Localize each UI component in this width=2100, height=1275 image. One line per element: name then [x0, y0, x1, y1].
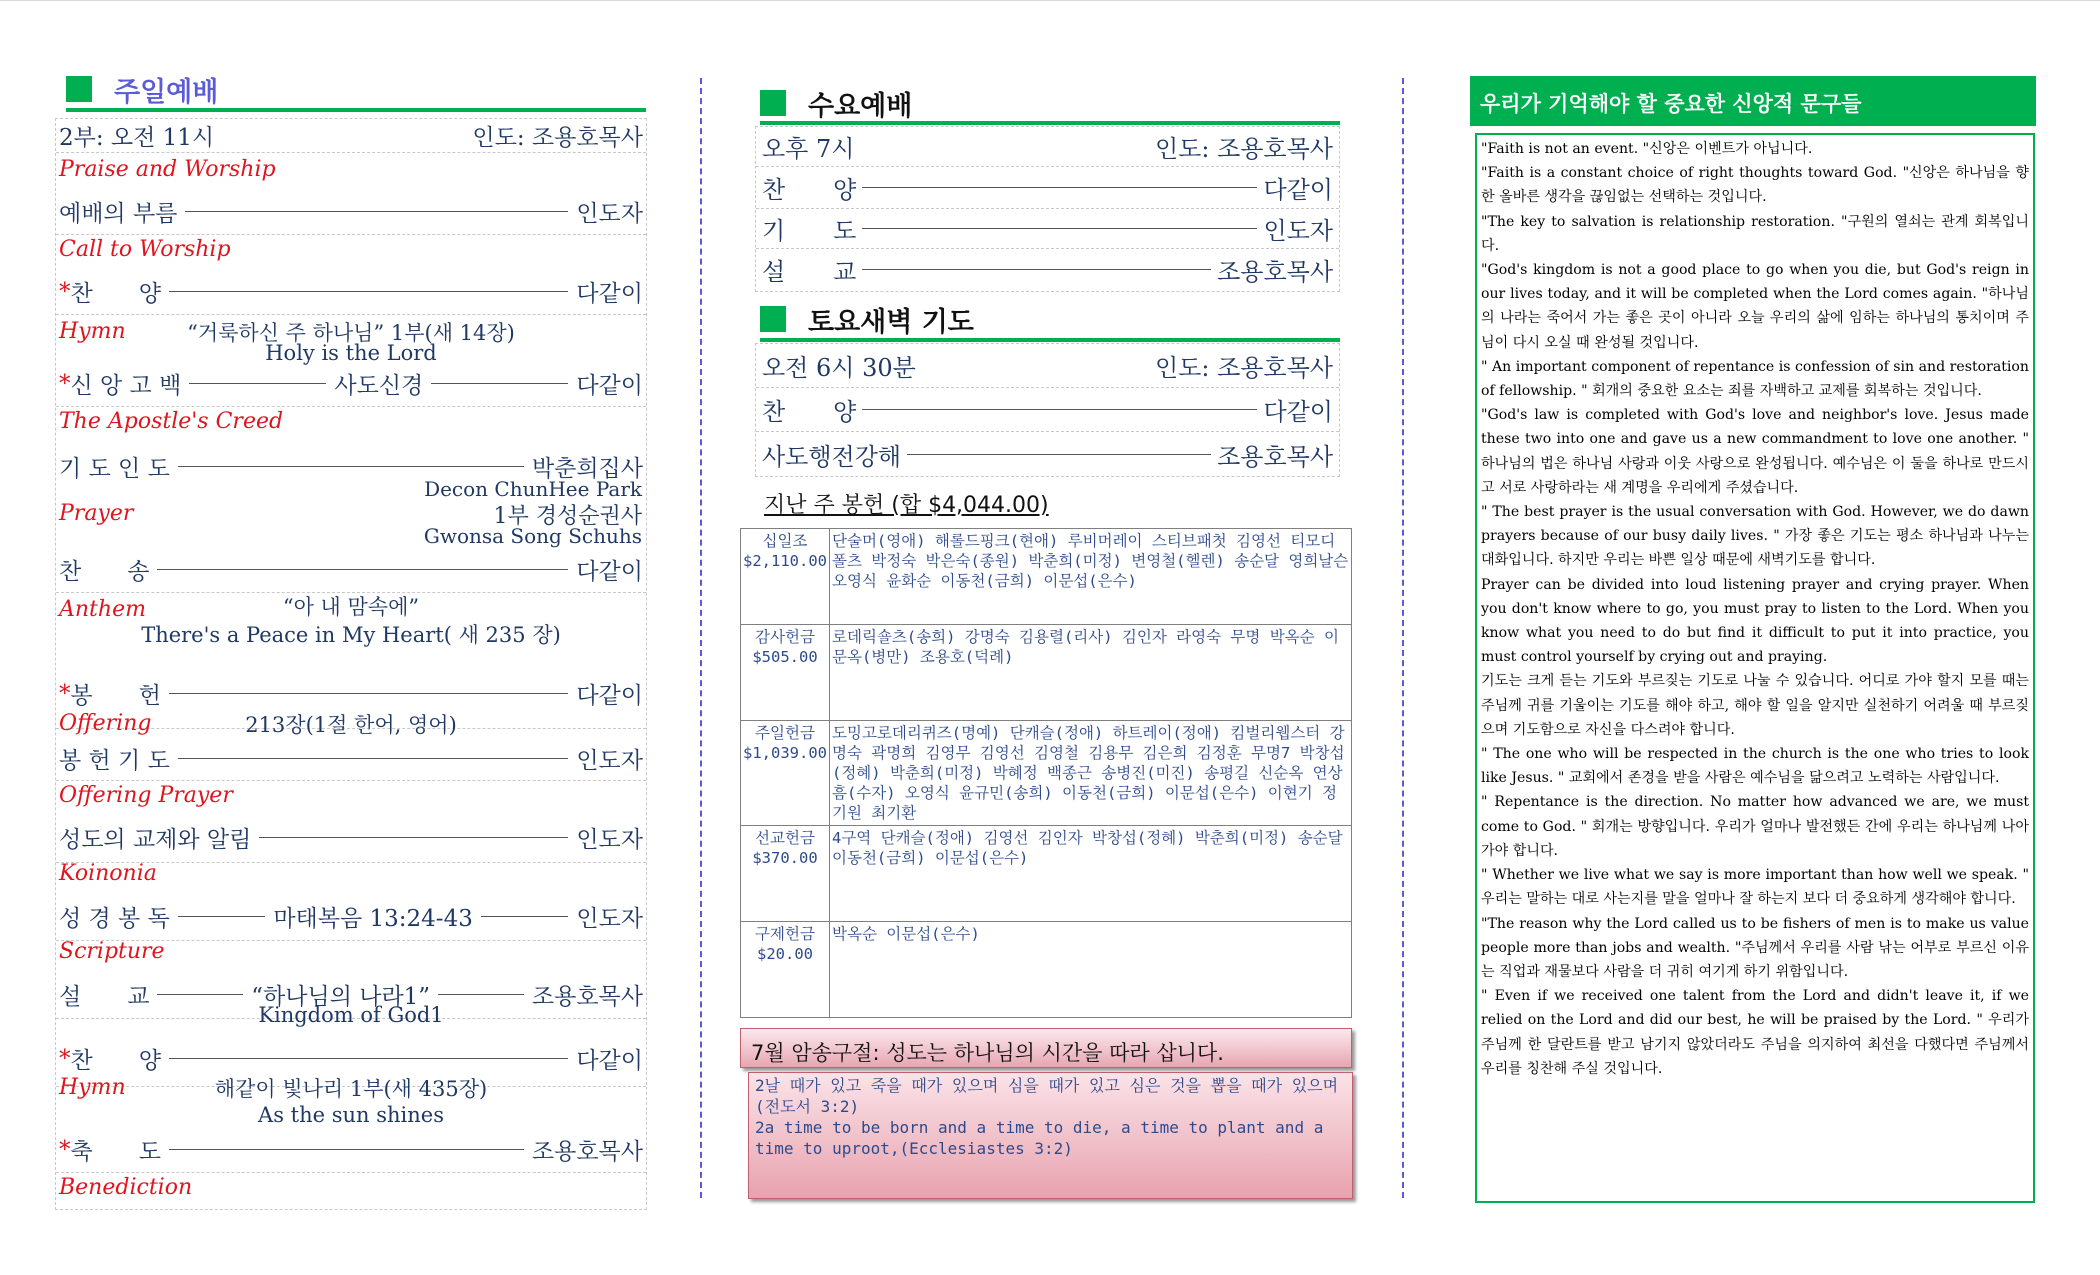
program-item-label: 성도의 교제와 알림 — [59, 827, 252, 853]
program-item-role: 다같이 — [576, 373, 643, 399]
saturday-time: 오전 6시 30분 — [762, 354, 916, 382]
leader-line — [157, 569, 568, 570]
star-mark: * — [59, 1136, 71, 1163]
program-item-english: Hymn — [59, 319, 126, 344]
quote-item: Prayer can be divided into loud listening prayer and crying prayer. When you don't know where to go, you must pray to listen to the Lord. When you know what you need to do but find it difficult to put it into practice, you must control yourself by crying out and praying. — [1481, 576, 2029, 666]
offering-title: 지난 주 봉헌 (합 $4,044.00) — [764, 493, 1049, 518]
offering-amount: $2,110.00 — [743, 552, 827, 570]
quote-item: "God's kingdom is not a good place to go when you die, but God's reign in our lives today, and it will be completed when the Lord comes again. "하나님의 나라는 죽어서 가는 좋은 곳이 아니라 오늘 우리의 삶에 임하는 하나님의 통치이며 주님이 다시 오실 때 완성될 것입니다. — [1481, 262, 2029, 351]
leader-line — [178, 916, 266, 917]
program-item-detail: “하나님의 나라1” — [251, 984, 431, 1010]
table-row — [741, 922, 1352, 1018]
program-row — [56, 737, 646, 781]
sunday-header — [66, 70, 646, 112]
program-item-role: 다같이 — [576, 683, 643, 709]
program-item-english: Call to Worship — [59, 237, 231, 262]
wednesday-title: 수요예배 — [808, 90, 913, 122]
program-item-label: 설 교 — [59, 984, 150, 1010]
program-row — [756, 432, 1339, 476]
prayer-leader-2: 1부 경성순권사 — [493, 504, 642, 529]
program-item-label: 기 도 — [762, 217, 857, 245]
program-row — [56, 1127, 646, 1173]
offering-names: 단술머(영애) 해롤드핑크(현애) 루비머레이 스티브패첫 김영선 티모디폴츠 박정숙 박은숙(종원) 박춘희(미정) 변영철(헬렌) 송순달 영희날슨 오영식 윤화순 이동천(금희) 이문섭(은수) — [830, 529, 1352, 625]
memory-verse-english: 2a time to be born and a time to die, a time to plant and a time to uproot,(Ecclesiastes 3:2) — [755, 1118, 1324, 1158]
green-square-icon — [760, 90, 786, 116]
program-row — [56, 547, 646, 593]
saturday-title: 토요새벽 기도 — [808, 306, 974, 338]
praise-label: Praise and Worship — [59, 157, 276, 182]
offering-names: 도밍고로데리퀴즈(명예) 단캐슬(정애) 하트레이(정애) 킴벌리웹스터 강명숙 곽명희 김영무 김영선 김영철 김용무 김은희 김정훈 무명7 박창섭(정혜) 박춘희(미정) 박혜정 백종근 송병진(미진) 송평길 신순옥 연상흠(수자) 오영식 윤규민(송희) 이동천(금희) 이문섭(은수) 이현기 정기원 최기환 — [830, 721, 1352, 826]
leader-line — [481, 916, 569, 917]
star-mark: * — [59, 1045, 71, 1072]
wednesday-program — [755, 126, 1340, 292]
program-item-role: 조용호목사 — [1217, 442, 1333, 471]
offering-type-label: 선교헌금 — [755, 829, 815, 847]
memory-verse-heading: 7월 암송구절: 성도는 하나님의 시간을 따라 삽니다. — [740, 1028, 1352, 1068]
sunday-time-row — [56, 119, 646, 153]
table-row — [741, 826, 1352, 922]
offering-amount: $505.00 — [752, 648, 818, 666]
program-item-role: 다같이 — [1263, 398, 1333, 426]
memory-verse-box — [748, 1072, 1353, 1199]
quote-item: 기도는 크게 듣는 기도와 부르짖는 기도로 나눌 수 있습니다. 어디로 가야 할지 모를 때는 주님께 귀를 기울이는 기도를 해야 하고, 해야 할 일을 알지만 실천하기 어려울 때 부르짖으며 기도함으로 자신을 다스려야 합니다. — [1481, 673, 2029, 738]
table-row — [741, 625, 1352, 721]
program-row — [56, 893, 646, 941]
leader-line — [862, 269, 1211, 270]
program-item-label: 찬 송 — [59, 559, 150, 585]
leader-line — [259, 837, 568, 838]
table-row — [741, 529, 1352, 625]
saturday-program — [755, 343, 1340, 477]
program-item-label: 찬 양 — [70, 1048, 161, 1074]
leader-line — [169, 693, 568, 694]
star-mark: * — [59, 370, 71, 397]
star-mark: * — [59, 278, 71, 305]
program-item-label: 설 교 — [762, 257, 857, 286]
program-row — [756, 249, 1339, 289]
saturday-leader: 인도: 조용호목사 — [1154, 354, 1333, 382]
prayer-leader-2-english: Gwonsa Song Schuhs — [423, 524, 642, 548]
program-item-english: The Apostle's Creed — [59, 409, 284, 434]
green-square-icon — [760, 306, 786, 332]
leader-line — [189, 383, 326, 384]
program-item-english: Scripture — [59, 939, 165, 964]
program-item-english: Offering Prayer — [59, 783, 233, 808]
program-item-label: 봉 헌 — [70, 683, 161, 709]
sunday-leader: 인도: 조용호목사 — [472, 125, 643, 151]
quote-item: " The one who will be respected in the church is the one who tries to look like Jesus. " 교회에서 존경을 받을 사람은 예수님을 닮으려고 노력하는 사람입니다. — [1481, 746, 2029, 787]
program-item-label: 축 도 — [70, 1139, 161, 1165]
leader-line — [438, 994, 524, 995]
closing-hymn: 해같이 빛나리 1부(새 435장) — [214, 1077, 488, 1101]
program-item-english: Koinonia — [59, 861, 157, 886]
leader-line — [157, 994, 243, 995]
program-item-detail: 사도신경 — [334, 373, 424, 399]
sunday-program — [55, 118, 647, 1210]
program-item-english: Prayer — [59, 501, 134, 526]
program-item-english: Anthem — [59, 597, 146, 622]
green-square-icon — [66, 76, 92, 102]
hymn-english: Holy is the Lord — [265, 341, 437, 365]
program-item-role: 다같이 — [576, 1048, 643, 1074]
leader-line — [178, 758, 569, 759]
program-row — [756, 388, 1339, 432]
program-item-role: 인도자 — [576, 827, 643, 853]
program-item-label: 찬 양 — [70, 281, 161, 307]
leader-line — [178, 466, 524, 467]
saturday-header — [760, 300, 1340, 342]
quote-item: " Repentance is the direction. No matter how advanced we are, we must come to God. " 회개는 방향입니다. 우리가 얼마나 발전했든 간에 우리는 하나님께 나아가야 합니다. — [1481, 794, 2029, 859]
leader-line — [907, 454, 1211, 455]
leader-line — [185, 211, 568, 212]
wednesday-time-row — [756, 127, 1339, 167]
column-divider-1 — [700, 78, 702, 1198]
offering-table — [740, 528, 1352, 1018]
offering-type-label: 십일조 — [762, 532, 808, 550]
quote-item: " Even if we received one talent from the Lord and didn't leave it, if we relied on the Lord and did our best, he will be praised by the Lord. " 우리가 주님께 한 달란트를 받고 남기지 않았더라도 주님을 의지하여 최선을 다했다면 주님께서 우리를 칭찬해 주실 것입니다. — [1481, 988, 2029, 1077]
program-item-role: 인도자 — [576, 906, 644, 932]
program-item-english: Hymn — [59, 1075, 126, 1100]
offering-type-label: 주일헌금 — [755, 724, 815, 742]
program-item-role: 인도자 — [576, 201, 643, 227]
program-item-role: 조용호목사 — [531, 984, 643, 1010]
quote-item: "God's law is completed with God's love and neighbor's love. Jesus made these two into one and gave us a new commandment to love one another. " 하나님의 법은 하나님 사랑과 이웃 사랑으로 완성됩니다. 예수님은 이 둘을 하나로 만드시고 서로 사랑하라는 새 계명을 우리에게 주셨습니다. — [1481, 407, 2029, 496]
program-item-label: 찬 양 — [762, 398, 857, 426]
wednesday-leader: 인도: 조용호목사 — [1154, 135, 1333, 163]
program-item-role: 조용호목사 — [1217, 257, 1333, 286]
leader-line — [169, 1149, 524, 1150]
program-item-english: Offering — [59, 711, 152, 736]
wednesday-time: 오후 7시 — [762, 135, 855, 163]
program-row — [56, 361, 646, 407]
anthem-title: “아 내 맘속에” — [282, 595, 420, 619]
program-row — [56, 813, 646, 863]
quote-item: "Faith is not an event. "신앙은 이벤트가 아닙니다. — [1481, 141, 1813, 157]
program-item-label: 예배의 부름 — [59, 201, 178, 227]
offering-type — [741, 721, 830, 826]
program-item-role: 다같이 — [576, 559, 643, 585]
program-item-role: 인도자 — [576, 748, 643, 774]
table-row — [741, 721, 1352, 826]
program-item-english: Benediction — [59, 1175, 193, 1200]
quote-item: " The best prayer is the usual conversation with God. However, we do dawn prayers because of our busy daily lives. " 가장 좋은 기도는 평소 하나님과 나누는 대화입니다. 하지만 우리는 바쁜 일상 때문에 새벽기도를 합니다. — [1481, 504, 2029, 569]
leader-line — [431, 383, 568, 384]
quote-item: "The reason why the Lord called us to be fishers of men is to make us value people more than jobs and wealth. "주님께서 우리를 사람 낚는 어부로 부르신 이유는 직업과 재물보다 사람을 더 귀히 여기게 하기 위함입니다. — [1481, 915, 2029, 980]
anthem-english: There's a Peace in My Heart( 새 235 장) — [141, 623, 561, 647]
quote-item: "Faith is a constant choice of right thoughts toward God. "신앙은 하나님을 향한 올바른 생각을 끊임없는 선택하는 것입니다. — [1481, 165, 2029, 206]
program-item-detail: 마태복음 13:24-43 — [273, 906, 473, 932]
faith-quotes-title: 우리가 기억해야 할 중요한 신앙적 문구들 — [1470, 76, 2036, 126]
offering-type — [741, 826, 830, 922]
offering-type — [741, 625, 830, 721]
offering-type — [741, 922, 830, 1018]
program-row — [756, 209, 1339, 249]
program-item-role: 다같이 — [1263, 176, 1333, 204]
offering-names: 4구역 단캐슬(정애) 김영선 김인자 박창섭(정혜) 박춘희(미정) 송순달 이동천(금희) 이문섭(은수) — [830, 826, 1352, 922]
offering-type-label: 구제헌금 — [755, 925, 815, 943]
memory-verse-korean: 2날 때가 있고 죽을 때가 있으며 심을 때가 있고 심은 것을 뽑을 때가 있으며(전도서 3:2) — [755, 1076, 1339, 1116]
offering-type-label: 감사헌금 — [755, 628, 815, 646]
offering-hymn: 213장(1절 한어, 영어) — [245, 713, 457, 737]
leader-line — [862, 187, 1257, 188]
sunday-time: 2부: 오전 11시 — [59, 125, 215, 151]
offering-names: 로데릭숄츠(송희) 강명숙 김용렬(리사) 김인자 라영숙 무명 박옥순 이문옥(병만) 조용호(덕례) — [830, 625, 1352, 721]
offering-names: 박옥순 이문섭(은수) — [830, 922, 1352, 1018]
leader-line — [169, 1058, 568, 1059]
program-item-label: 봉 헌 기 도 — [59, 748, 170, 774]
program-row — [56, 189, 646, 235]
offering-amount: $20.00 — [757, 945, 813, 963]
saturday-time-row — [756, 344, 1339, 388]
offering-amount: $1,039.00 — [743, 744, 827, 762]
quote-item: "The key to salvation is relationship restoration. "구원의 열쇠는 관계 회복입니다. — [1481, 213, 2029, 254]
leader-line — [862, 409, 1257, 410]
quote-item: " Whether we live what we say is more important than how well we speak. " 우리는 말하는 대로 사는지를 말을 얼마나 잘 하는지 보다 더 중요하게 생각해야 합니다. — [1481, 867, 2029, 908]
sermon-english: Kingdom of God1 — [258, 1003, 444, 1027]
offering-type — [741, 529, 830, 625]
top-border — [0, 0, 2100, 1]
program-item-role: 조용호목사 — [531, 1139, 643, 1165]
program-item-label: 성 경 봉 독 — [59, 906, 170, 932]
program-item-label: 신 앙 고 백 — [70, 373, 182, 399]
quote-item: " An important component of repentance is confession of sin and restoration of fellowship. " 회개의 중요한 요소는 죄를 자백하고 교제를 회복하는 것입니다. — [1481, 358, 2029, 400]
faith-quotes-box — [1475, 133, 2035, 1203]
column-divider-2 — [1402, 78, 1404, 1198]
program-item-label: 사도행전강해 — [762, 442, 902, 471]
closing-hymn-english: As the sun shines — [258, 1103, 444, 1127]
leader-line — [862, 228, 1257, 229]
program-item-label: 찬 양 — [762, 176, 857, 204]
star-mark: * — [59, 680, 71, 707]
sunday-title: 주일예배 — [114, 76, 219, 108]
offering-amount: $370.00 — [752, 849, 818, 867]
program-row — [756, 167, 1339, 209]
program-item-role: 다같이 — [576, 281, 643, 307]
hymn-title: “거룩하신 주 하나님” 1부(새 14장) — [187, 321, 515, 345]
program-item-label: 기 도 인 도 — [59, 455, 170, 482]
wednesday-header — [760, 85, 1340, 125]
program-item-role: 박춘희집사 — [531, 455, 643, 482]
program-row — [56, 269, 646, 315]
leader-line — [169, 291, 568, 292]
prayer-leader-english: Decon ChunHee Park — [424, 477, 642, 501]
program-item-role: 인도자 — [1263, 217, 1333, 245]
